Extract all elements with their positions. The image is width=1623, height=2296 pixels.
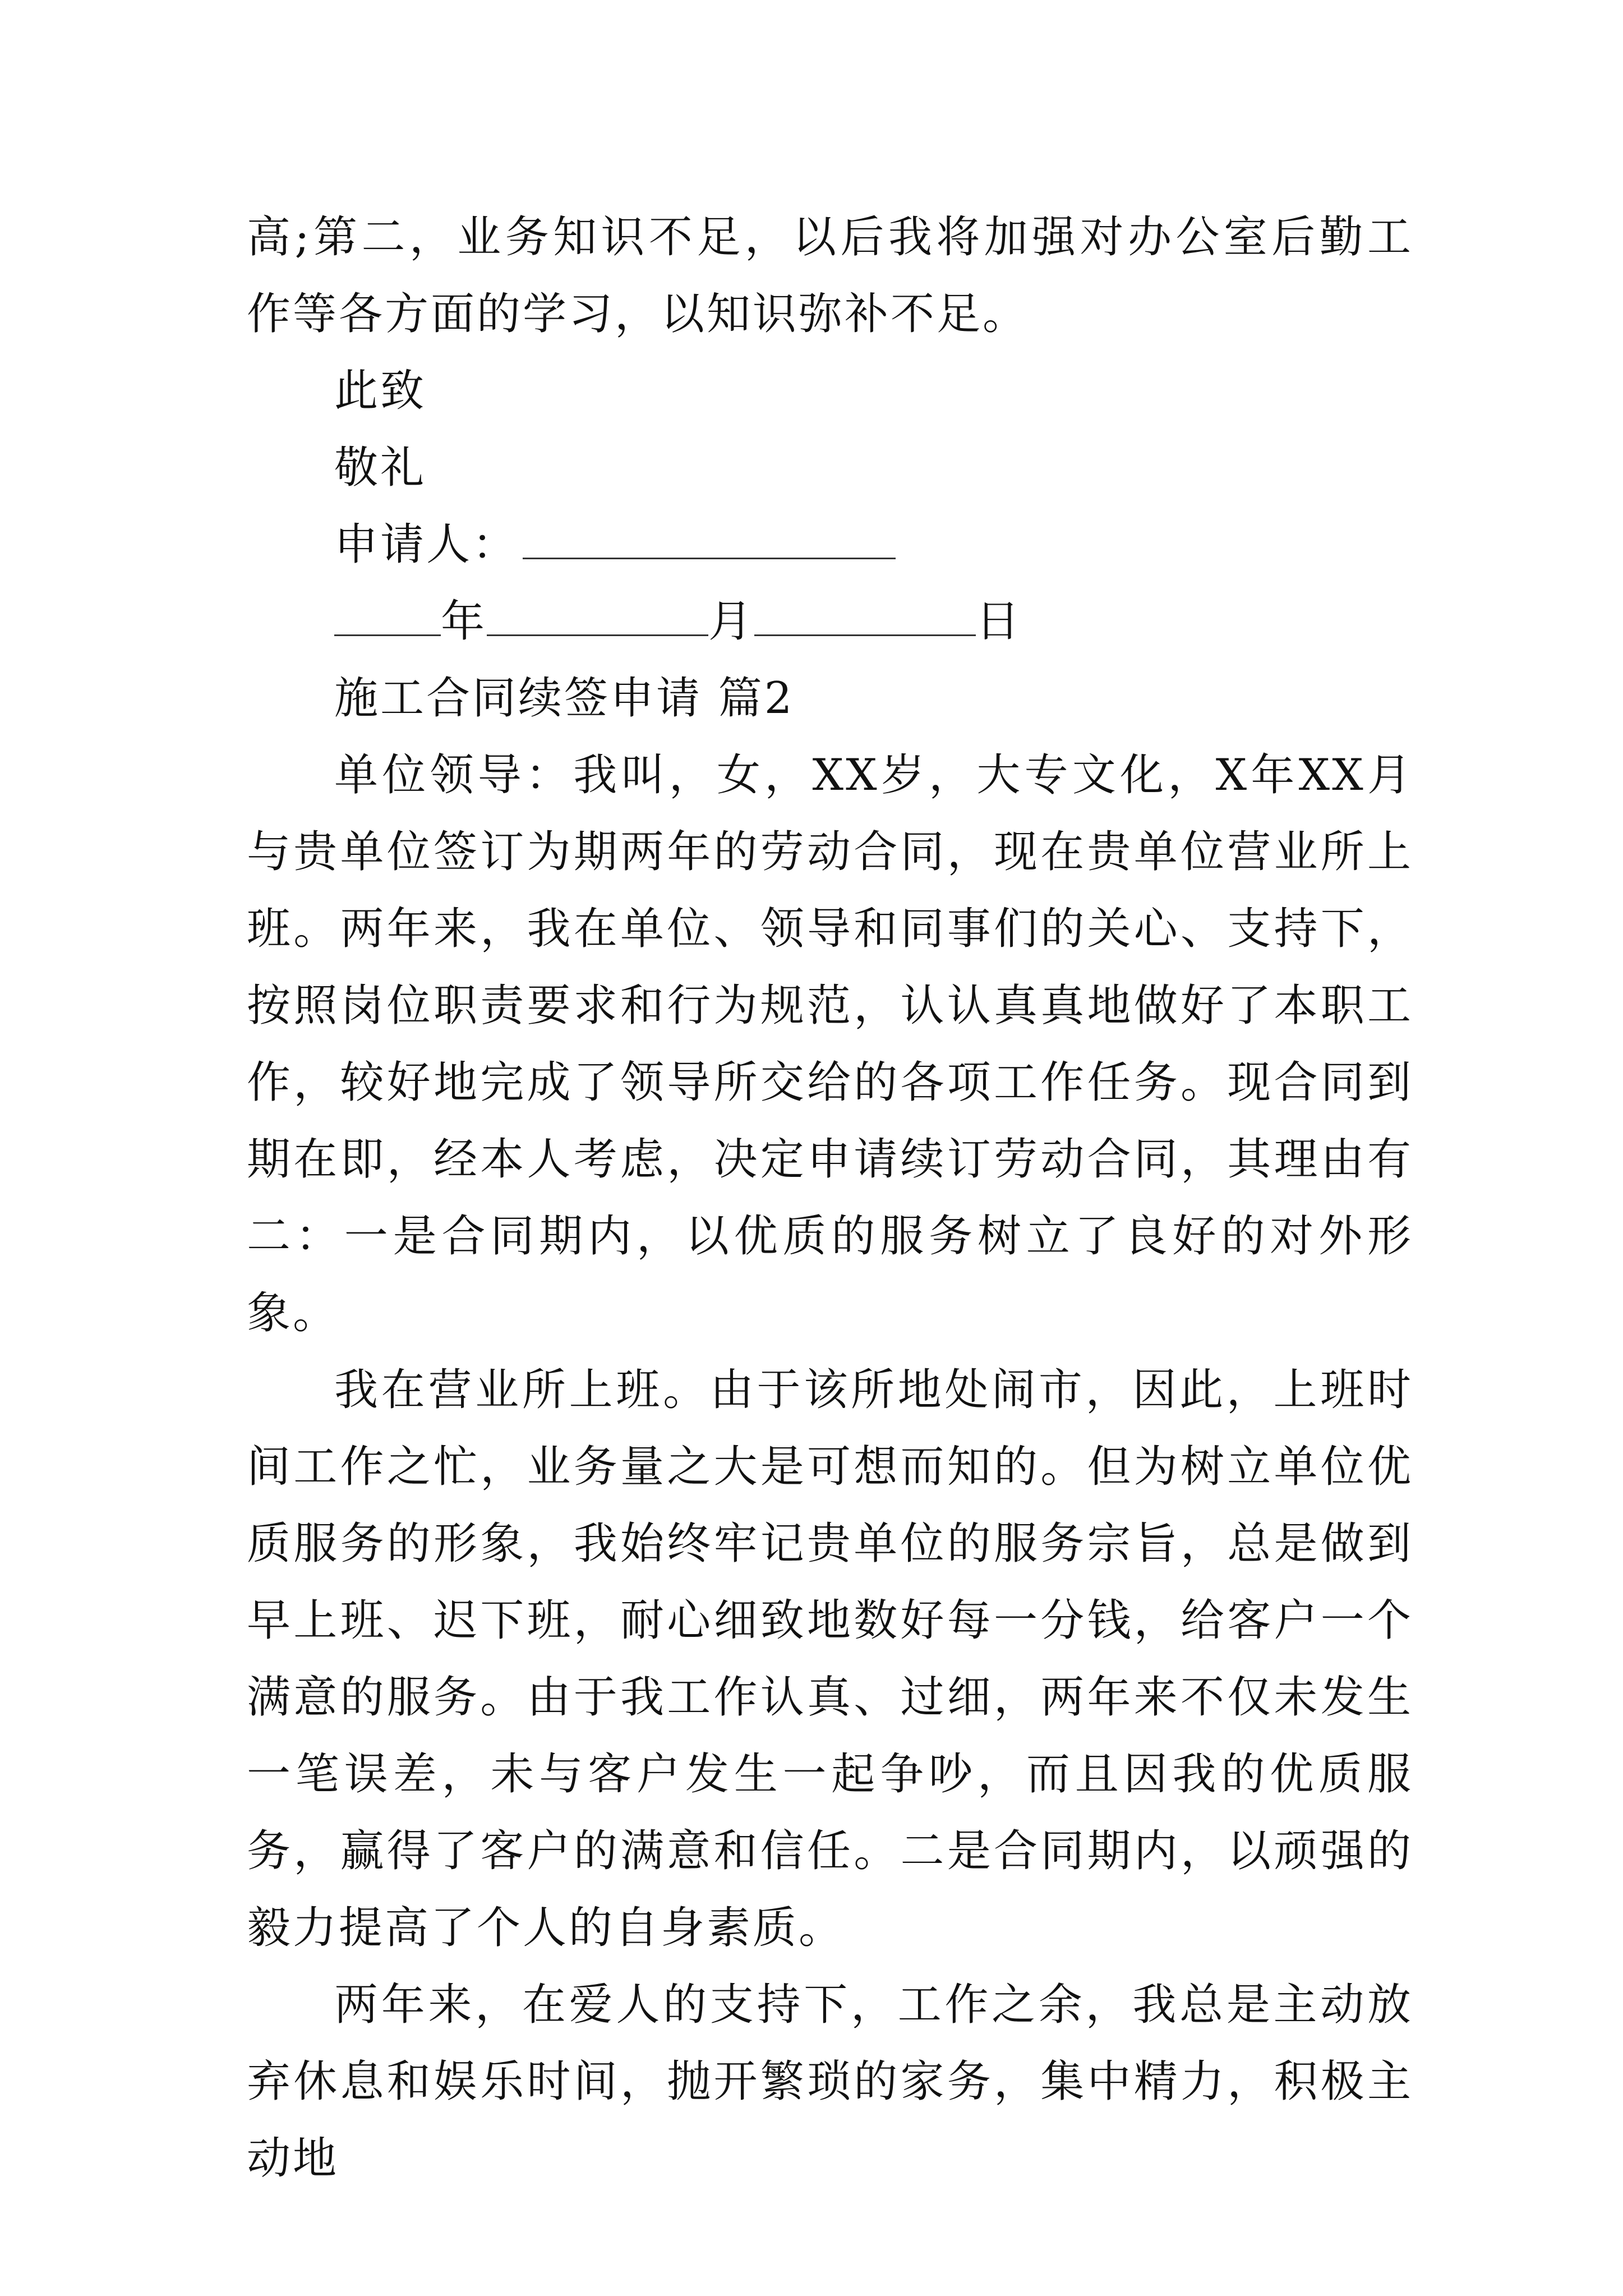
year-label: 年 [441, 596, 487, 647]
salutation-jingli: 敬礼 [334, 443, 427, 493]
paragraph-closing-text: 高;第二，业务知识不足，以后我将加强对办公室后勤工作等各方面的学习，以知识弥补不足。 [247, 212, 1413, 339]
month-blank [487, 595, 708, 636]
section-heading: 施工合同续签申请 篇2 [334, 673, 795, 724]
day-blank [754, 595, 976, 636]
applicant-signature-line [247, 507, 1413, 583]
month-label: 月 [708, 596, 755, 647]
paragraph-application-intro: 单位领导：我叫，女，XX岁，大专文化，X年XX月与贵单位签订为期两年的劳动合同，现在贵单位营业所上班。两年来，我在单位、领导和同事们的关心、支持下，按照岗位职责要求和行为规范，认认真真地做好了本职工作，较好地完成了领导所交给的各项工作任务。现合同到期在即，经本人考虑，决定申请续订劳动合同，其理由有二：一是合同期内，以优质的服务树立了良好的对外形象。 [247, 750, 1413, 1338]
day-label: 日 [976, 596, 1022, 647]
salutation-cizhi: 此致 [334, 366, 427, 416]
document-body [247, 199, 1413, 2197]
paragraph-self-improvement: 两年来，在爱人的支持下，工作之余，我总是主动放弃休息和娱乐时间，抛开繁琐的家务，集中精力，积极主动地 [247, 1980, 1413, 2184]
applicant-name-blank [523, 518, 896, 559]
year-blank [334, 595, 441, 636]
applicant-label: 申请人： [334, 519, 519, 570]
paragraph-service-record: 我在营业所上班。由于该所地处闹市，因此，上班时间工作之忙，业务量之大是可想而知的。但为树立单位优质服务的形象，我始终牢记贵单位的服务宗旨，总是做到早上班、迟下班，耐心细致地数好每一分钱，给客户一个满意的服务。由于我工作认真、过细，两年来不仅未发生一笔误差，未与客户发生一起争吵，而且因我的优质服务，赢得了客户的满意和信任。二是合同期内，以顽强的毅力提高了个人的自身素质。 [247, 1365, 1413, 1953]
date-line [247, 583, 1413, 660]
